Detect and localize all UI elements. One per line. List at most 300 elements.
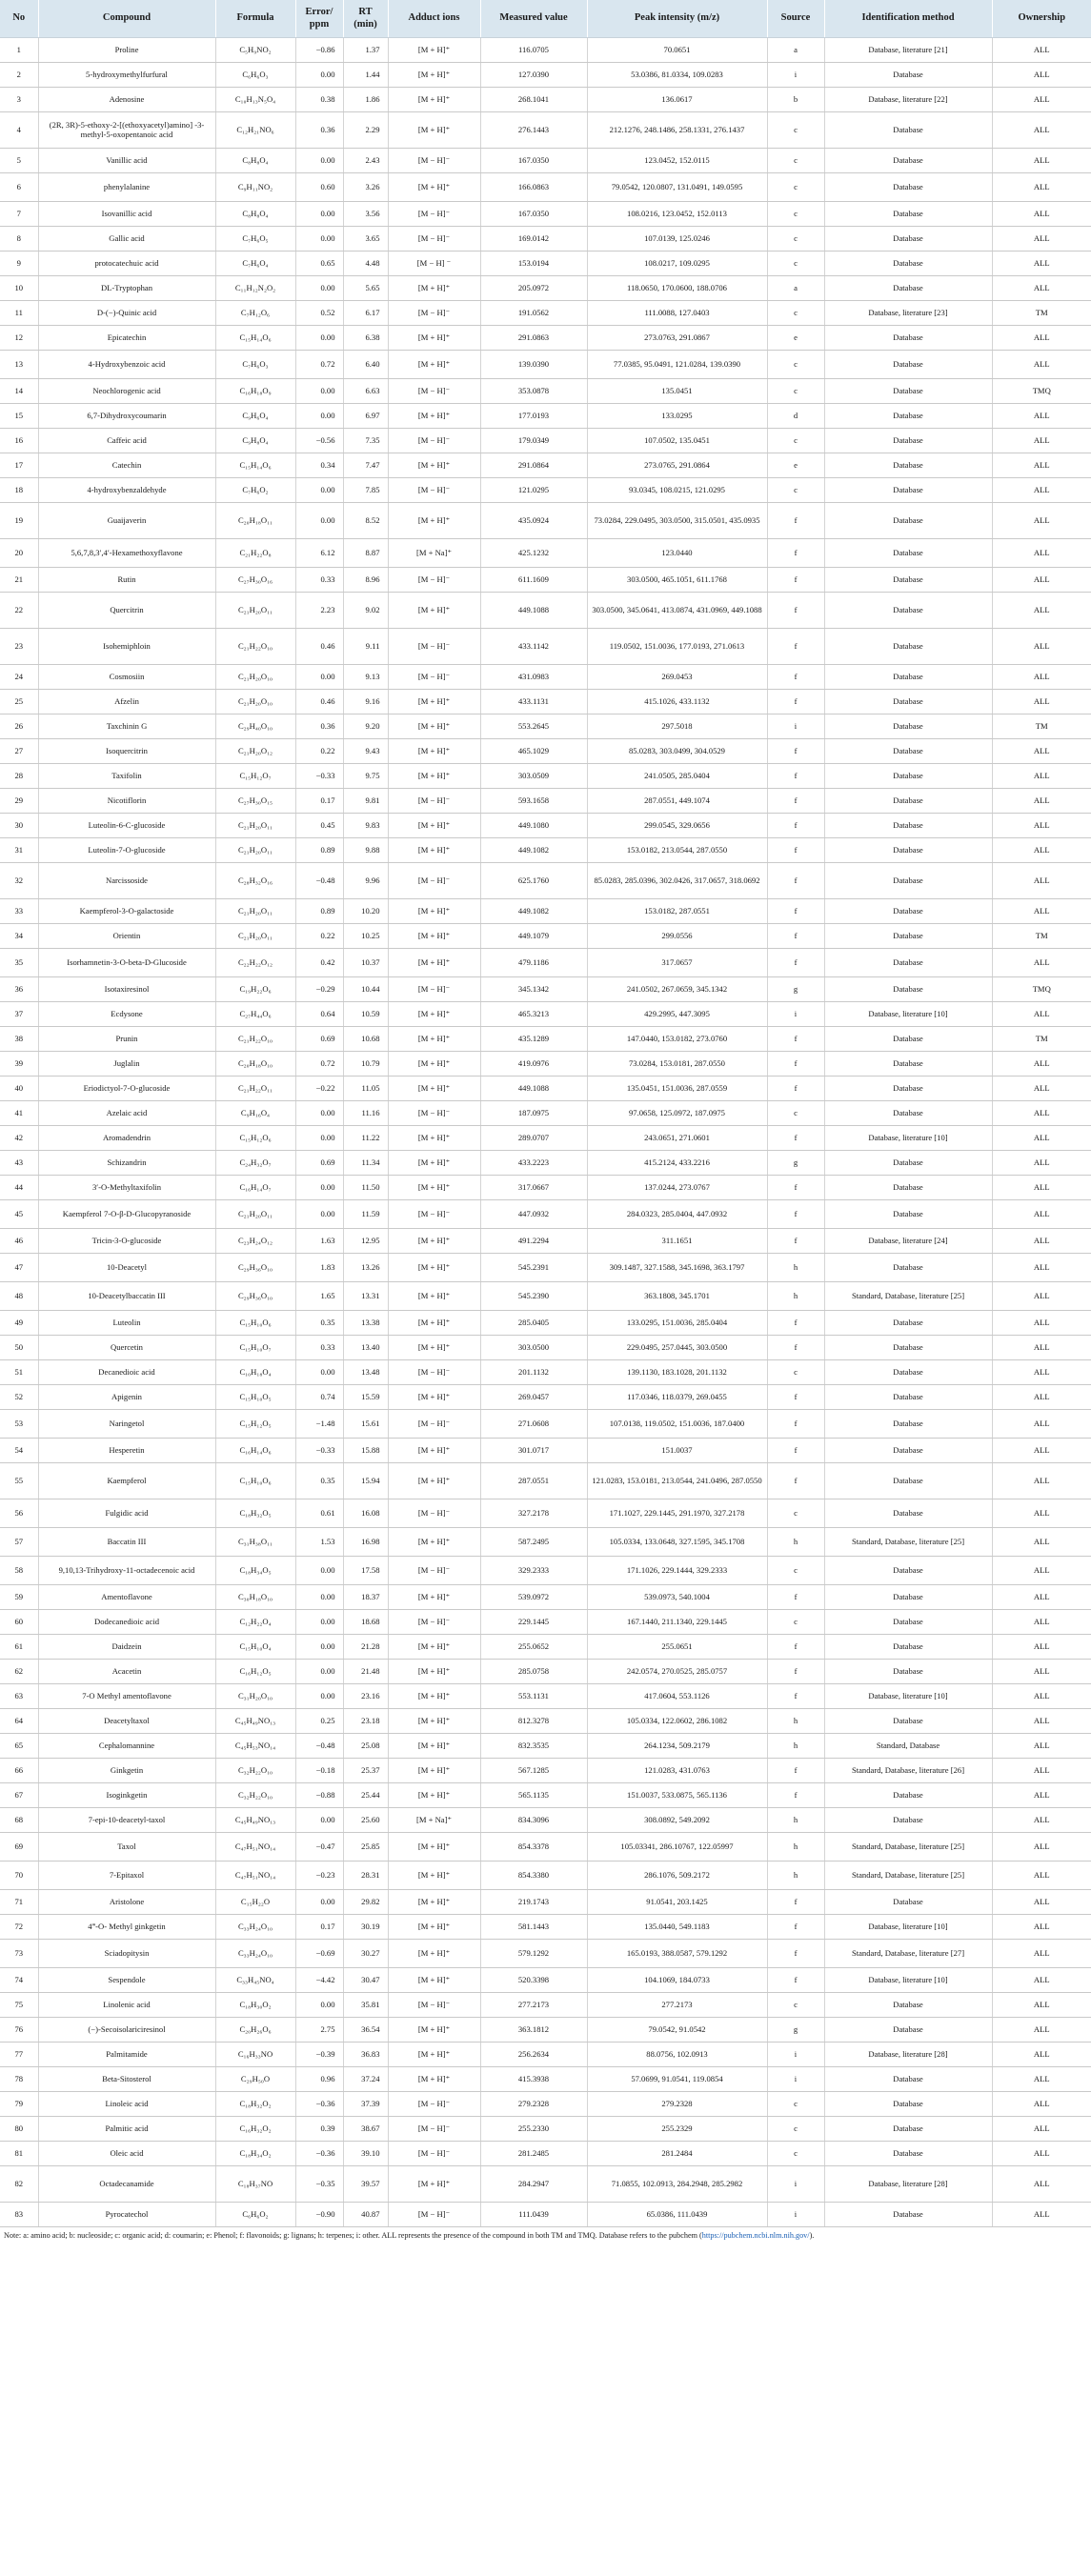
header-col-no: No xyxy=(0,0,38,38)
table-row xyxy=(0,2067,1091,2092)
cell-col-error: 0.00 xyxy=(295,1101,343,1126)
cell-col-formula: C₁₈H₃₄O₂ xyxy=(215,2142,295,2166)
cell-col-formula: C₃₁H₃₈O₁₁ xyxy=(215,1528,295,1557)
cell-col-compound: phenylalanine xyxy=(38,173,215,202)
cell-col-compound: Taxchinin G xyxy=(38,714,215,739)
cell-col-formula: C₈H₈O₄ xyxy=(215,149,295,173)
cell-col-formula: C₂₄H₃₂O₇ xyxy=(215,1151,295,1176)
cell-col-measured: 581.1443 xyxy=(480,1915,587,1940)
cell-col-error: 0.89 xyxy=(295,899,343,924)
cell-col-source: c xyxy=(767,252,824,276)
cell-col-no: 53 xyxy=(0,1410,38,1439)
cell-col-formula: C₂₀H₁₈O₁₁ xyxy=(215,503,295,539)
cell-col-source: c xyxy=(767,1557,824,1585)
cell-col-adduct: [M + H]⁺ xyxy=(388,1336,480,1360)
cell-col-measured: 834.3096 xyxy=(480,1808,587,1833)
cell-col-peak: 273.0763, 291.0867 xyxy=(587,326,767,351)
cell-col-rt: 11.05 xyxy=(343,1077,388,1101)
cell-col-peak: 53.0386, 81.0334, 109.0283 xyxy=(587,63,767,88)
cell-col-method: Database xyxy=(824,629,992,665)
cell-col-rt: 11.16 xyxy=(343,1101,388,1126)
cell-col-method: Database, literature [23] xyxy=(824,301,992,326)
cell-col-ownership: TM xyxy=(992,1027,1091,1052)
cell-col-method: Database, literature [10] xyxy=(824,1126,992,1151)
cell-col-peak: 107.0138, 119.0502, 151.0036, 187.0400 xyxy=(587,1410,767,1439)
cell-col-compound: Vanillic acid xyxy=(38,149,215,173)
cell-col-formula: C₂₁H₂₀O₁₁ xyxy=(215,1200,295,1229)
cell-col-formula: C₁₆H₁₄O₇ xyxy=(215,1176,295,1200)
cell-col-source: h xyxy=(767,1709,824,1734)
cell-col-measured: 479.1186 xyxy=(480,949,587,977)
cell-col-measured: 229.1445 xyxy=(480,1610,587,1635)
cell-col-ownership: ALL xyxy=(992,1151,1091,1176)
cell-col-source: f xyxy=(767,1635,824,1660)
cell-col-compound: (−)-Secoisolariciresinol xyxy=(38,2018,215,2043)
cell-col-source: h xyxy=(767,1862,824,1890)
cell-col-adduct: [M + H]⁺ xyxy=(388,924,480,949)
cell-col-adduct: [M + H]⁺ xyxy=(388,1528,480,1557)
cell-col-source: f xyxy=(767,739,824,764)
table-row xyxy=(0,1360,1091,1385)
cell-col-source: d xyxy=(767,404,824,429)
cell-col-ownership: ALL xyxy=(992,2018,1091,2043)
cell-col-formula: C₁₀H₁₈O₄ xyxy=(215,1360,295,1385)
cell-col-no: 83 xyxy=(0,2203,38,2227)
cell-col-method: Database xyxy=(824,1890,992,1915)
cell-col-source: g xyxy=(767,2018,824,2043)
cell-col-compound: Decanedioic acid xyxy=(38,1360,215,1385)
cell-col-compound: 10-Deacetylbaccatin III xyxy=(38,1282,215,1311)
cell-col-method: Database xyxy=(824,863,992,899)
cell-col-formula: C₁₅H₁₀O₇ xyxy=(215,1336,295,1360)
cell-col-no: 13 xyxy=(0,351,38,379)
cell-col-compound: Linoleic acid xyxy=(38,2092,215,2117)
cell-col-no: 58 xyxy=(0,1557,38,1585)
cell-col-no: 74 xyxy=(0,1968,38,1993)
cell-col-compound: Isotaxiresinol xyxy=(38,977,215,1002)
cell-col-no: 7 xyxy=(0,202,38,227)
cell-col-no: 54 xyxy=(0,1439,38,1463)
cell-col-measured: 167.0350 xyxy=(480,202,587,227)
cell-col-source: f xyxy=(767,1176,824,1200)
cell-col-ownership: ALL xyxy=(992,227,1091,252)
cell-col-method: Database xyxy=(824,1410,992,1439)
cell-col-adduct: [M + H]⁺ xyxy=(388,112,480,149)
cell-col-ownership: TM xyxy=(992,924,1091,949)
cell-col-source: h xyxy=(767,1808,824,1833)
table-row xyxy=(0,924,1091,949)
cell-col-peak: 121.0283, 431.0763 xyxy=(587,1759,767,1783)
cell-col-compound: Luteolin xyxy=(38,1311,215,1336)
cell-col-source: c xyxy=(767,351,824,379)
cell-col-method: Standard, Database xyxy=(824,1734,992,1759)
cell-col-no: 31 xyxy=(0,838,38,863)
cell-col-error: −0.33 xyxy=(295,1439,343,1463)
cell-col-adduct: [M + H]⁺ xyxy=(388,714,480,739)
cell-col-measured: 167.0350 xyxy=(480,149,587,173)
cell-col-source: f xyxy=(767,1968,824,1993)
cell-col-formula: C₁₅H₁₄O₆ xyxy=(215,453,295,478)
cell-col-source: c xyxy=(767,173,824,202)
table-row xyxy=(0,38,1091,63)
cell-col-adduct: [M + H]⁺ xyxy=(388,1759,480,1783)
cell-col-measured: 433.2223 xyxy=(480,1151,587,1176)
cell-col-no: 60 xyxy=(0,1610,38,1635)
cell-col-compound: Octadecanamide xyxy=(38,2166,215,2203)
cell-col-rt: 12.95 xyxy=(343,1229,388,1254)
cell-col-method: Database xyxy=(824,838,992,863)
cell-col-peak: 255.0651 xyxy=(587,1635,767,1660)
cell-col-peak: 79.0542, 91.0542 xyxy=(587,2018,767,2043)
cell-col-rt: 15.59 xyxy=(343,1385,388,1410)
cell-col-measured: 301.0717 xyxy=(480,1439,587,1463)
cell-col-formula: C₉H₁₆O₄ xyxy=(215,1101,295,1126)
table-row xyxy=(0,814,1091,838)
cell-col-compound: Epicatechin xyxy=(38,326,215,351)
cell-col-formula: C₁₂H₂₁NO₆ xyxy=(215,112,295,149)
cell-col-rt: 6.63 xyxy=(343,379,388,404)
cell-col-compound: D-(−)-Quinic acid xyxy=(38,301,215,326)
cell-col-peak: 264.1234, 509.2179 xyxy=(587,1734,767,1759)
cell-col-measured: 281.2485 xyxy=(480,2142,587,2166)
cell-col-error: −0.23 xyxy=(295,1862,343,1890)
cell-col-formula: C₁₅H₁₄O₆ xyxy=(215,326,295,351)
cell-col-peak: 108.0217, 109.0295 xyxy=(587,252,767,276)
cell-col-peak: 123.0440 xyxy=(587,539,767,568)
table-row xyxy=(0,326,1091,351)
cell-col-measured: 435.1289 xyxy=(480,1027,587,1052)
cell-col-compound: 9,10,13-Trihydroxy-11-octadecenoic acid xyxy=(38,1557,215,1585)
cell-col-no: 21 xyxy=(0,568,38,593)
cell-col-rt: 13.31 xyxy=(343,1282,388,1311)
cell-col-no: 45 xyxy=(0,1200,38,1229)
cell-col-no: 61 xyxy=(0,1635,38,1660)
cell-col-source: b xyxy=(767,88,824,112)
cell-col-compound: Palmitic acid xyxy=(38,2117,215,2142)
cell-col-error: 1.63 xyxy=(295,1229,343,1254)
cell-col-formula: C₇H₆O₅ xyxy=(215,227,295,252)
table-row xyxy=(0,1229,1091,1254)
cell-col-measured: 433.1142 xyxy=(480,629,587,665)
cell-col-measured: 539.0972 xyxy=(480,1585,587,1610)
cell-col-peak: 241.0502, 267.0659, 345.1342 xyxy=(587,977,767,1002)
cell-col-adduct: [M + H]⁺ xyxy=(388,1077,480,1101)
cell-col-adduct: [M − H]⁻ xyxy=(388,1360,480,1385)
cell-col-measured: 345.1342 xyxy=(480,977,587,1002)
table-row xyxy=(0,1783,1091,1808)
cell-col-method: Database xyxy=(824,714,992,739)
cell-col-measured: 277.2173 xyxy=(480,1993,587,2018)
cell-col-formula: C₁₆H₃₂O₂ xyxy=(215,2117,295,2142)
cell-col-rt: 11.22 xyxy=(343,1126,388,1151)
cell-col-measured: 255.0652 xyxy=(480,1635,587,1660)
cell-col-measured: 327.2178 xyxy=(480,1499,587,1528)
cell-col-adduct: [M + H]⁺ xyxy=(388,1915,480,1940)
cell-col-error: −0.86 xyxy=(295,38,343,63)
cell-col-formula: C₃₀H₁₈O₁₀ xyxy=(215,1585,295,1610)
cell-col-error: 0.36 xyxy=(295,714,343,739)
cell-col-measured: 177.0193 xyxy=(480,404,587,429)
cell-col-adduct: [M − H]⁻ xyxy=(388,2203,480,2227)
cell-col-peak: 147.0440, 153.0182, 273.0760 xyxy=(587,1027,767,1052)
cell-col-error: −0.47 xyxy=(295,1833,343,1862)
cell-col-source: f xyxy=(767,1759,824,1783)
cell-col-ownership: ALL xyxy=(992,38,1091,63)
cell-col-error: −0.48 xyxy=(295,863,343,899)
cell-col-no: 25 xyxy=(0,690,38,714)
cell-col-compound: Taxifolin xyxy=(38,764,215,789)
cell-col-compound: Isoginkgetin xyxy=(38,1783,215,1808)
cell-col-compound: Eriodictyol-7-O-glucoside xyxy=(38,1077,215,1101)
cell-col-adduct: [M + H]⁺ xyxy=(388,1968,480,1993)
cell-col-rt: 6.38 xyxy=(343,326,388,351)
cell-col-compound: (2R, 3R)-5-ethoxy-2-[(ethoxyacetyl)amino] -3-methyl-5-oxopentanoic acid xyxy=(38,112,215,149)
cell-col-peak: 107.0139, 125.0246 xyxy=(587,227,767,252)
cell-col-formula: C₂₉H₃₆O₁₀ xyxy=(215,1282,295,1311)
cell-col-adduct: [M + H]⁺ xyxy=(388,1229,480,1254)
cell-col-adduct: [M + H]⁺ xyxy=(388,1151,480,1176)
cell-col-no: 24 xyxy=(0,665,38,690)
cell-col-rt: 30.19 xyxy=(343,1915,388,1940)
cell-col-error: 0.00 xyxy=(295,1176,343,1200)
cell-col-compound: Kaempferol-3-O-galactoside xyxy=(38,899,215,924)
cell-col-source: f xyxy=(767,1052,824,1077)
cell-col-adduct: [M − H]⁻ xyxy=(388,149,480,173)
cell-col-formula: C₃₃H₄₅NO₄ xyxy=(215,1968,295,1993)
cell-col-peak: 311.1651 xyxy=(587,1229,767,1254)
cell-col-adduct: [M + Na]⁺ xyxy=(388,539,480,568)
table-row xyxy=(0,276,1091,301)
cell-col-adduct: [M + H]⁺ xyxy=(388,503,480,539)
cell-col-ownership: ALL xyxy=(992,593,1091,629)
cell-col-compound: Isovanillic acid xyxy=(38,202,215,227)
cell-col-measured: 191.0562 xyxy=(480,301,587,326)
cell-col-measured: 219.1743 xyxy=(480,1890,587,1915)
cell-col-peak: 111.0088, 127.0403 xyxy=(587,301,767,326)
cell-col-measured: 415.3938 xyxy=(480,2067,587,2092)
cell-col-adduct: [M − H]⁻ xyxy=(388,2092,480,2117)
cell-col-error: 0.00 xyxy=(295,1610,343,1635)
cell-col-source: h xyxy=(767,1833,824,1862)
cell-col-measured: 465.3213 xyxy=(480,1002,587,1027)
cell-col-method: Database xyxy=(824,899,992,924)
cell-col-source: h xyxy=(767,1282,824,1311)
cell-col-ownership: ALL xyxy=(992,2166,1091,2203)
cell-col-adduct: [M + H]⁺ xyxy=(388,1833,480,1862)
cell-col-ownership: ALL xyxy=(992,1126,1091,1151)
cell-col-error: 0.39 xyxy=(295,2117,343,2142)
cell-col-peak: 93.0345, 108.0215, 121.0295 xyxy=(587,478,767,503)
cell-col-measured: 449.1079 xyxy=(480,924,587,949)
cell-col-rt: 6.97 xyxy=(343,404,388,429)
cell-col-error: 0.60 xyxy=(295,173,343,202)
cell-col-no: 6 xyxy=(0,173,38,202)
cell-col-peak: 133.0295 xyxy=(587,404,767,429)
cell-col-method: Database xyxy=(824,1360,992,1385)
cell-col-no: 14 xyxy=(0,379,38,404)
cell-col-method: Database xyxy=(824,1336,992,1360)
cell-col-adduct: [M + Na]⁺ xyxy=(388,1808,480,1833)
cell-col-error: 0.25 xyxy=(295,1709,343,1734)
cell-col-adduct: [M − H]⁻ xyxy=(388,227,480,252)
cell-col-adduct: [M − H]⁻ xyxy=(388,863,480,899)
cell-col-measured: 587.2495 xyxy=(480,1528,587,1557)
cell-col-measured: 269.0457 xyxy=(480,1385,587,1410)
cell-col-source: c xyxy=(767,2117,824,2142)
cell-col-adduct: [M − H]⁻ xyxy=(388,629,480,665)
cell-col-peak: 167.1440, 211.1340, 229.1445 xyxy=(587,1610,767,1635)
cell-col-source: f xyxy=(767,1890,824,1915)
cell-col-measured: 303.0509 xyxy=(480,764,587,789)
cell-col-method: Database xyxy=(824,276,992,301)
cell-col-adduct: [M + H]⁺ xyxy=(388,593,480,629)
cell-col-adduct: [M − H]⁻ xyxy=(388,568,480,593)
cell-col-source: c xyxy=(767,429,824,453)
cell-col-peak: 108.0216, 123.0452, 152.0113 xyxy=(587,202,767,227)
cell-col-rt: 39.10 xyxy=(343,2142,388,2166)
cell-col-compound: Kaempferol xyxy=(38,1463,215,1499)
cell-col-rt: 2.43 xyxy=(343,149,388,173)
cell-col-error: 0.00 xyxy=(295,503,343,539)
cell-col-no: 26 xyxy=(0,714,38,739)
cell-col-formula: C₉H₁₁NO₂ xyxy=(215,173,295,202)
cell-col-compound: Sciadopitysin xyxy=(38,1940,215,1968)
cell-col-ownership: ALL xyxy=(992,568,1091,593)
cell-col-peak: 135.0451, 151.0036, 287.0559 xyxy=(587,1077,767,1101)
cell-col-rt: 9.16 xyxy=(343,690,388,714)
cell-col-rt: 9.02 xyxy=(343,593,388,629)
cell-col-source: g xyxy=(767,977,824,1002)
cell-col-adduct: [M + H]⁺ xyxy=(388,63,480,88)
cell-col-formula: C₁₈H₃₂O₅ xyxy=(215,1499,295,1528)
cell-col-method: Database xyxy=(824,1709,992,1734)
cell-col-compound: Naringetol xyxy=(38,1410,215,1439)
cell-col-formula: C₁₅H₁₀O₅ xyxy=(215,1385,295,1410)
cell-col-ownership: ALL xyxy=(992,1862,1091,1890)
cell-col-adduct: [M − H]⁻ xyxy=(388,1200,480,1229)
cell-col-method: Database xyxy=(824,1077,992,1101)
table-row xyxy=(0,1610,1091,1635)
cell-col-method: Database xyxy=(824,2142,992,2166)
cell-col-peak: 171.1026, 229.1444, 329.2333 xyxy=(587,1557,767,1585)
cell-col-adduct: [M − H]⁻ xyxy=(388,478,480,503)
table-row xyxy=(0,1336,1091,1360)
cell-col-rt: 3.56 xyxy=(343,202,388,227)
cell-col-no: 40 xyxy=(0,1077,38,1101)
table-row xyxy=(0,149,1091,173)
cell-col-rt: 9.96 xyxy=(343,863,388,899)
cell-col-formula: C₁₅H₁₂O₇ xyxy=(215,764,295,789)
cell-col-measured: 205.0972 xyxy=(480,276,587,301)
table-note xyxy=(0,2227,1091,2242)
cell-col-adduct: [M + H]⁺ xyxy=(388,2166,480,2203)
cell-col-compound: Taxol xyxy=(38,1833,215,1862)
cell-col-compound: 4-Hydroxybenzoic acid xyxy=(38,351,215,379)
cell-col-compound: 5,6,7,8,3′,4′-Hexamethoxyflavone xyxy=(38,539,215,568)
header-col-source: Source xyxy=(767,0,824,38)
cell-col-rt: 13.26 xyxy=(343,1254,388,1282)
cell-col-ownership: ALL xyxy=(992,173,1091,202)
cell-col-compound: Amentoflavone xyxy=(38,1585,215,1610)
cell-col-adduct: [M + H]⁺ xyxy=(388,739,480,764)
cell-col-measured: 289.0707 xyxy=(480,1126,587,1151)
cell-col-peak: 269.0453 xyxy=(587,665,767,690)
cell-col-measured: 854.3380 xyxy=(480,1862,587,1890)
cell-col-formula: C₂₁H₂₀O₁₁ xyxy=(215,593,295,629)
cell-col-adduct: [M + H]⁺ xyxy=(388,1176,480,1200)
cell-col-error: 0.00 xyxy=(295,1993,343,2018)
cell-col-measured: 153.0194 xyxy=(480,252,587,276)
cell-col-compound: Guaijaverin xyxy=(38,503,215,539)
cell-col-adduct: [M + H]⁺ xyxy=(388,453,480,478)
cell-col-ownership: ALL xyxy=(992,1783,1091,1808)
cell-col-no: 64 xyxy=(0,1709,38,1734)
cell-col-rt: 4.48 xyxy=(343,252,388,276)
cell-col-no: 62 xyxy=(0,1660,38,1684)
cell-col-compound: Daidzein xyxy=(38,1635,215,1660)
cell-col-rt: 30.47 xyxy=(343,1968,388,1993)
cell-col-error: 0.96 xyxy=(295,2067,343,2092)
cell-col-ownership: ALL xyxy=(992,1759,1091,1783)
cell-col-ownership: ALL xyxy=(992,276,1091,301)
cell-col-ownership: TM xyxy=(992,301,1091,326)
cell-col-ownership: ALL xyxy=(992,1610,1091,1635)
cell-col-error: 0.38 xyxy=(295,88,343,112)
cell-col-ownership: ALL xyxy=(992,202,1091,227)
cell-col-adduct: [M + H]⁺ xyxy=(388,173,480,202)
cell-col-no: 77 xyxy=(0,2043,38,2067)
cell-col-rt: 8.96 xyxy=(343,568,388,593)
cell-col-rt: 10.68 xyxy=(343,1027,388,1052)
cell-col-error: 0.00 xyxy=(295,1890,343,1915)
cell-col-source: f xyxy=(767,1126,824,1151)
cell-col-no: 43 xyxy=(0,1151,38,1176)
cell-col-adduct: [M + H]⁺ xyxy=(388,1126,480,1151)
cell-col-measured: 425.1232 xyxy=(480,539,587,568)
cell-col-ownership: ALL xyxy=(992,1176,1091,1200)
cell-col-formula: C₂₁H₂₂O₁₁ xyxy=(215,1077,295,1101)
cell-col-compound: Quercetin xyxy=(38,1336,215,1360)
cell-col-peak: 299.0556 xyxy=(587,924,767,949)
table-row xyxy=(0,1968,1091,1993)
cell-col-no: 10 xyxy=(0,276,38,301)
cell-col-compound: Linolenic acid xyxy=(38,1993,215,2018)
cell-col-formula: C₃₂H₂₂O₁₀ xyxy=(215,1759,295,1783)
cell-col-source: i xyxy=(767,714,824,739)
cell-col-ownership: ALL xyxy=(992,899,1091,924)
cell-col-measured: 449.1082 xyxy=(480,838,587,863)
cell-col-adduct: [M − H]⁻ xyxy=(388,379,480,404)
cell-col-formula: C₁₅H₁₀O₄ xyxy=(215,1635,295,1660)
cell-col-error: 0.69 xyxy=(295,1027,343,1052)
cell-col-compound: Beta-Sitosterol xyxy=(38,2067,215,2092)
cell-col-rt: 11.50 xyxy=(343,1176,388,1200)
cell-col-formula: C₁₀H₁₃N₅O₄ xyxy=(215,88,295,112)
pubchem-link[interactable]: https://pubchem.ncbi.nlm.nih.gov/ xyxy=(701,2231,810,2240)
cell-col-ownership: ALL xyxy=(992,1968,1091,1993)
cell-col-method: Database xyxy=(824,1385,992,1410)
cell-col-peak: 151.0037 xyxy=(587,1439,767,1463)
cell-col-formula: C₄₇H₅₁NO₁₄ xyxy=(215,1862,295,1890)
table-row xyxy=(0,789,1091,814)
cell-col-ownership: ALL xyxy=(992,149,1091,173)
cell-col-method: Database, literature [28] xyxy=(824,2166,992,2203)
cell-col-source: f xyxy=(767,764,824,789)
cell-col-peak: 212.1276, 248.1486, 258.1331, 276.1437 xyxy=(587,112,767,149)
cell-col-rt: 10.44 xyxy=(343,977,388,1002)
cell-col-adduct: [M + H]⁺ xyxy=(388,1862,480,1890)
cell-col-formula: C₂₁H₂₀O₁₁ xyxy=(215,838,295,863)
